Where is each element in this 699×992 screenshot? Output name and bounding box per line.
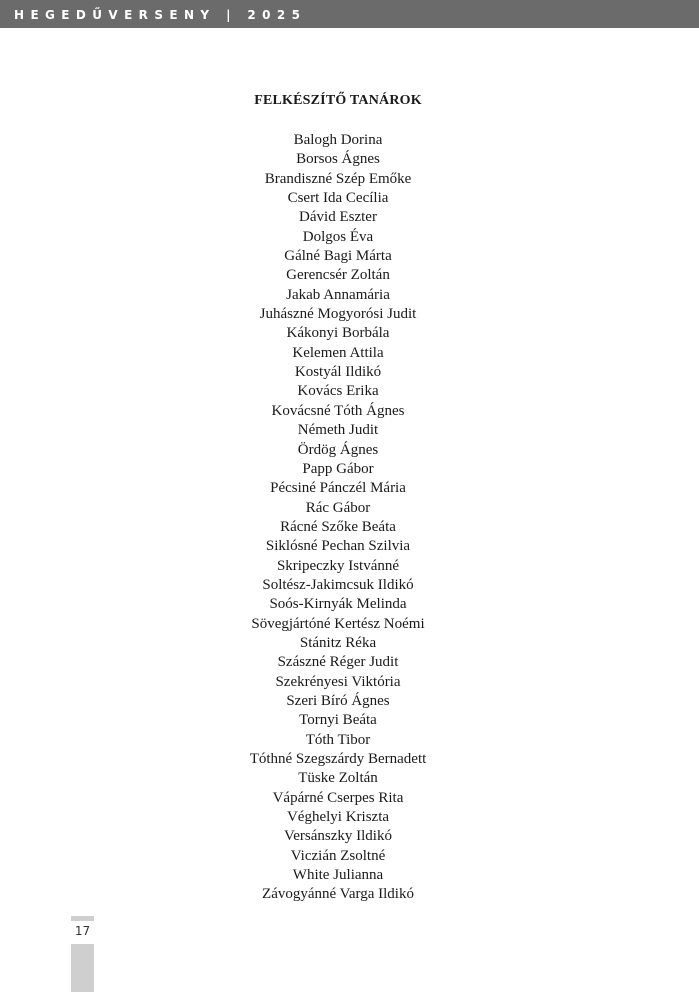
teacher-name: Tüske Zoltán	[298, 770, 378, 787]
teacher-name: Balogh Dorina	[293, 132, 383, 148]
section-title: FELKÉSZÍTŐ TANÁROK	[254, 93, 422, 108]
teacher-name: Dolgos Éva	[302, 228, 374, 245]
page-number: 17	[74, 924, 91, 938]
teacher-name: Tóthné Szegszárdy Bernadett	[249, 751, 427, 767]
teacher-name: Sövegjártóné Kertész Noémi	[251, 615, 425, 632]
teacher-name: Tornyi Beáta	[299, 712, 377, 729]
teacher-name: Borsos Ágnes	[296, 151, 380, 168]
teacher-name: Viczián Zsoltné	[290, 847, 386, 864]
teacher-name: Juhászné Mogyorósi Judit	[259, 306, 417, 323]
teacher-name: Skripeczky Istvánné	[276, 557, 400, 574]
teacher-name: Tóth Tibor	[305, 731, 371, 748]
teacher-name: Závogyánné Varga Ildikó	[262, 886, 414, 903]
teacher-name: Papp Gábor	[302, 460, 374, 477]
footer-strip-top	[71, 916, 94, 921]
teacher-name: Véghelyi Kriszta	[286, 809, 390, 826]
main-content	[0, 93, 676, 905]
teacher-list	[0, 131, 676, 905]
teacher-name: Rácné Szőke Beáta	[280, 518, 396, 535]
teacher-name: Soós-Kirnyák Melinda	[269, 596, 407, 613]
teacher-name: Kovács Erika	[297, 383, 379, 400]
teacher-name: Jakab Annamária	[286, 286, 390, 303]
teacher-name: Csert Ida Cecília	[287, 190, 389, 207]
teacher-name: Kovácsné Tóth Ágnes	[271, 402, 405, 419]
teacher-name: Ördög Ágnes	[297, 441, 379, 458]
teacher-name: Soltész-Jakimcsuk Ildikó	[262, 576, 414, 593]
teacher-name: Kákonyi Borbála	[286, 325, 390, 342]
teacher-name: Szászné Réger Judit	[277, 654, 399, 671]
teacher-name: Németh Judit	[297, 422, 379, 439]
running-header: HEGEDŰVERSENY | 2025	[14, 8, 307, 22]
footer-strip-bottom	[71, 944, 94, 992]
teacher-name: Siklósné Pechan Szilvia	[265, 538, 411, 555]
teacher-name: White Julianna	[292, 867, 384, 884]
teacher-name: Gerencsér Zoltán	[286, 267, 390, 284]
teacher-name: Rác Gábor	[305, 499, 371, 516]
teacher-name: Kelemen Attila	[292, 344, 384, 361]
teacher-name: Gálné Bagi Márta	[284, 248, 392, 265]
teacher-name: Pécsiné Pánczél Mária	[270, 480, 406, 497]
teacher-name: Stánitz Réka	[299, 634, 377, 651]
teacher-name: Kostyál Ildikó	[294, 364, 382, 381]
teacher-name: Versánszky Ildikó	[284, 828, 392, 845]
teacher-name: Vápárné Cserpes Rita	[272, 789, 404, 806]
teacher-name: Dávid Eszter	[299, 209, 377, 226]
teacher-name: Brandiszné Szép Emőke	[264, 170, 412, 187]
teacher-name: Szekrényesi Viktória	[275, 673, 401, 690]
header-bar	[0, 0, 699, 28]
teacher-name: Szeri Bíró Ágnes	[286, 692, 390, 709]
